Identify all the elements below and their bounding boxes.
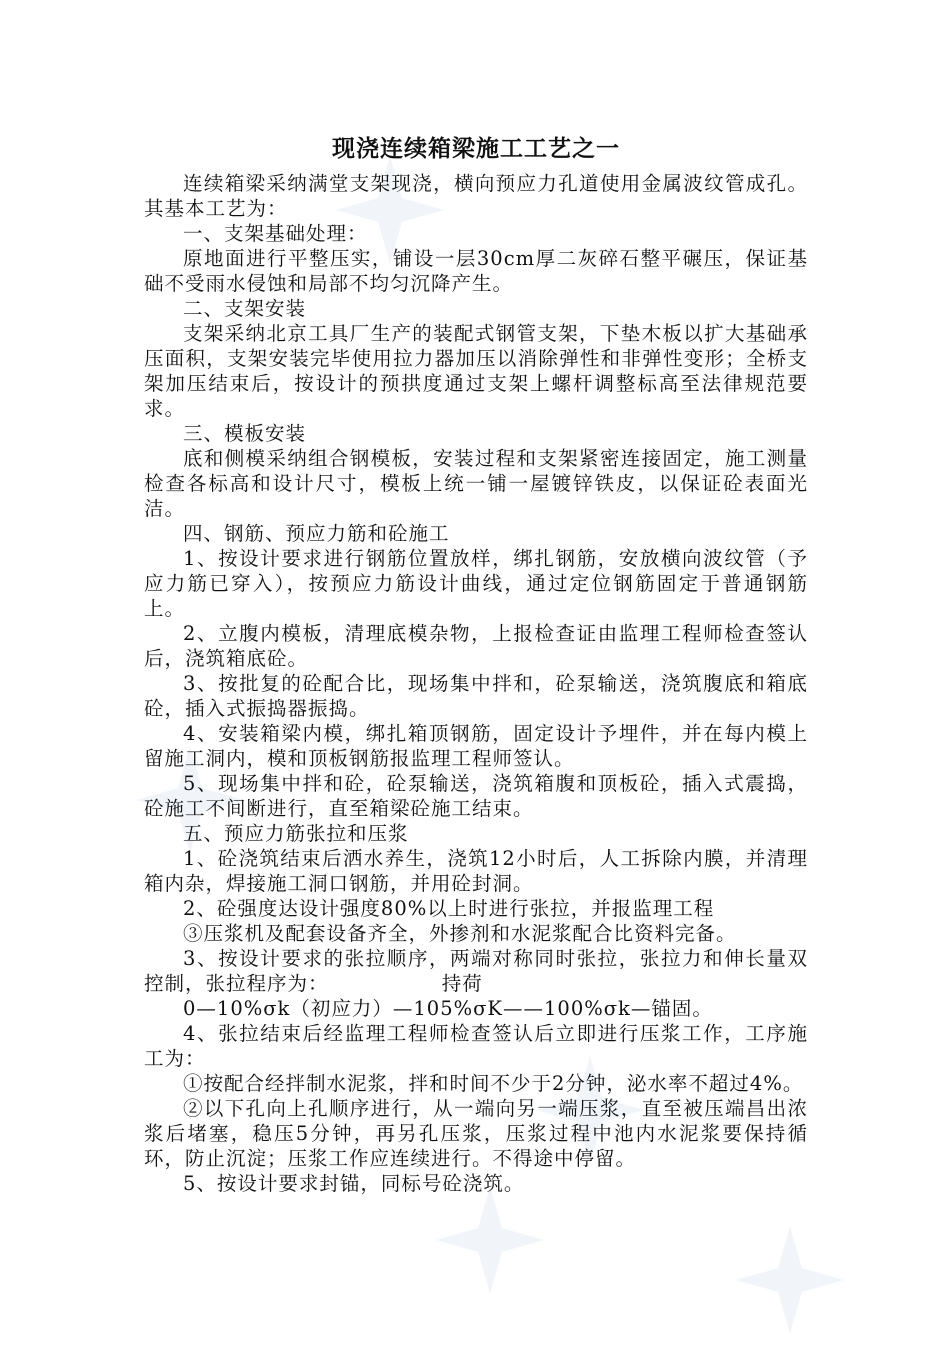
paragraph: 3、按设计要求的张拉顺序，两端对称同时张拉，张拉力和伸长量双控制，张拉程序为： 持荷 (144, 947, 808, 995)
section-heading: 一、支架基础处理： (183, 222, 368, 245)
section-heading: 五、预应力筋张拉和压浆 (183, 822, 409, 845)
section-heading: 三、模板安装 (183, 422, 307, 445)
paragraph: ②以下孔向上孔顺序进行，从一端向另一端压浆，直至被压端昌出浓浆后堵塞，稳压5分钟，再另孔压浆，压浆过程中池内水泥浆要保持循环，防止沉淀；压浆工作应连续进行。不得途中停留。 (144, 1097, 808, 1170)
paragraph: 5、按设计要求封锚，同标号砼浇筑。 (183, 1172, 525, 1195)
paragraph: 0—10%σk（初应力）—105%σK——100%σk—锚固。 (183, 997, 713, 1020)
paragraph: 1、按设计要求进行钢筋位置放样，绑扎钢筋，安放横向波纹管（予应力筋已穿入），按预应力筋设计曲线，通过定位钢筋固定于普通钢筋上。 (144, 547, 808, 620)
document-body (144, 127, 808, 1196)
document-title: 现浇连续箱梁施工工艺之一 (332, 136, 620, 162)
section-heading: 二、支架安装 (183, 297, 307, 320)
paragraph: 支架采纳北京工具厂生产的装配式钢管支架，下垫木板以扩大基础承压面积，支架安装完毕使用拉力器加压以消除弹性和非弹性变形；全桥支架加压结束后，按设计的预拱度通过支架上螺杆调整标高至法律规范要求。 (144, 322, 808, 420)
snowflake-icon (430, 1180, 550, 1300)
paragraph: ①按配合经拌制水泥浆，拌和时间不少于2分钟，泌水率不超过4%。 (183, 1072, 804, 1095)
section-heading: 四、钢筋、预应力筋和砼施工 (183, 522, 450, 545)
paragraph: 2、立腹内模板，清理底模杂物，上报检查证由监理工程师检查签认后，浇筑箱底砼。 (144, 622, 808, 670)
paragraph: 1、砼浇筑结束后洒水养生，浇筑12小时后，人工拆除内膜，并清理箱内杂，焊接施工洞口钢筋，并用砼封洞。 (144, 847, 808, 895)
paragraph: 原地面进行平整压实，铺设一层30cm厚二灰碎石整平碾压，保证基础不受雨水侵蚀和局部不均匀沉降产生。 (144, 247, 808, 295)
paragraph: 连续箱梁采纳满堂支架现浇，横向预应力孔道使用金属波纹管成孔。其基本工艺为： (144, 172, 808, 220)
paragraph-list (144, 171, 808, 1196)
paragraph: 4、张拉结束后经监理工程师检查签认后立即进行压浆工作，工序施工为： (144, 1022, 808, 1070)
paragraph: 底和侧模采纳组合钢模板，安装过程和支架紧密连接固定，施工测量检查各标高和设计尺寸，模板上统一铺一屋镀锌铁皮，以保证砼表面光洁。 (144, 447, 808, 520)
paragraph: ③压浆机及配套设备齐全，外掺剂和水泥浆配合比资料完备。 (183, 922, 737, 945)
paragraph: 2、砼强度达设计强度80%以上时进行张拉，并报监理工程 (183, 897, 715, 920)
paragraph: 3、按批复的砼配合比，现场集中拌和，砼泵输送，浇筑腹底和箱底砼，插入式振捣器振捣。 (144, 672, 808, 720)
snowflake-icon (730, 1220, 850, 1340)
paragraph: 4、安装箱梁内模，绑扎箱顶钢筋，固定设计予埋件，并在每内模上留施工洞内，模和顶板钢筋报监理工程师签认。 (144, 722, 808, 770)
paragraph: 5、现场集中拌和砼，砼泵输送，浇筑箱腹和顶板砼，插入式震捣，砼施工不间断进行，直至箱梁砼施工结束。 (144, 772, 808, 820)
